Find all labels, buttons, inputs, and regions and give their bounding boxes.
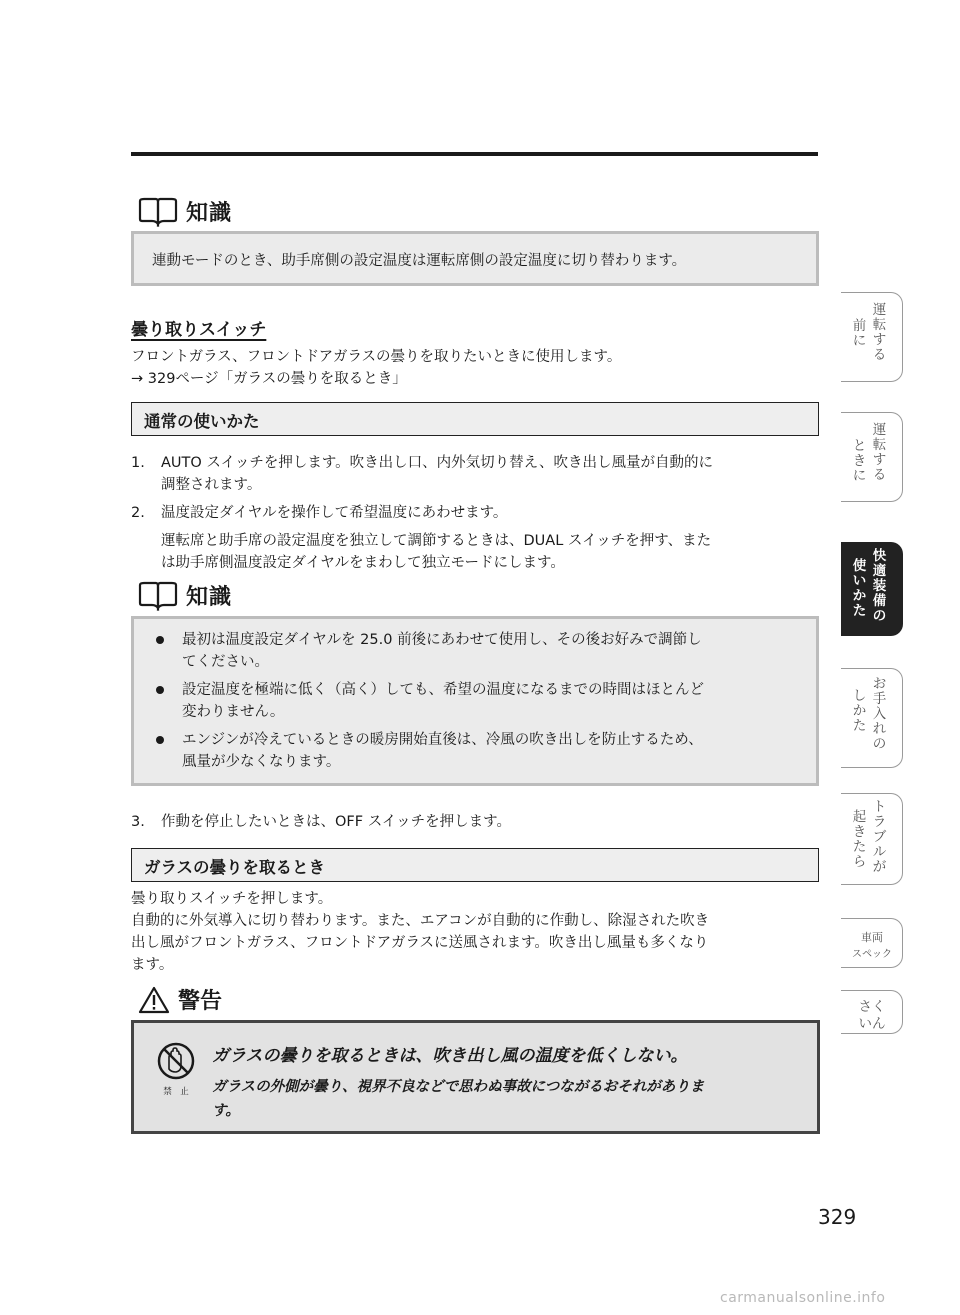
- tab-when-driving[interactable]: [841, 412, 903, 502]
- bullet-text: 風量が少なくなります。: [182, 754, 341, 770]
- step-list: [131, 452, 821, 574]
- tab-before-driving[interactable]: [841, 292, 903, 382]
- prohibition-hand-icon: [156, 1041, 196, 1081]
- knowledge-text: 連動モードのとき、助手席側の設定温度は運転席側の設定温度に切り替わります。: [152, 253, 687, 269]
- tab-label: 車両: [861, 931, 883, 944]
- tab-label: 起きたら: [852, 809, 867, 870]
- tab-label: 快適装備の: [872, 548, 887, 624]
- bullet-text: 変わりません。: [182, 704, 285, 720]
- tab-vehicle-specs[interactable]: [841, 918, 903, 968]
- knowledge-header: [136, 580, 232, 611]
- step-number: 2.: [131, 505, 145, 521]
- step-number: 1.: [131, 455, 145, 471]
- step-1: [131, 452, 821, 496]
- step-number: 3.: [131, 814, 145, 830]
- warning-headline: ガラスの曇りを取るときは、吹き出し風の温度を低くしない。: [212, 1046, 688, 1066]
- tab-label: お手入れの: [872, 676, 887, 752]
- step-2: [131, 502, 821, 574]
- knowledge-box: [131, 616, 819, 786]
- tab-comfort-features[interactable]: [841, 542, 903, 636]
- step-text: AUTO スイッチを押します。吹き出し口、内外気切り替え、吹き出し風量が自動的に: [161, 455, 714, 471]
- bullet-dot: [156, 736, 164, 744]
- glass-defog-body: [131, 888, 821, 976]
- bullet-dot: [156, 686, 164, 694]
- warning-box: [131, 1020, 820, 1134]
- bullet-text: 最初は温度設定ダイヤルを 25.0 前後にあわせて使用し、その後お好みで調節し: [182, 632, 702, 648]
- tab-label: 運転する: [872, 422, 887, 483]
- warning-title: 警告: [178, 989, 223, 1014]
- tab-label: さく: [858, 999, 886, 1015]
- bullet-item: [152, 629, 802, 673]
- tab-label: ときに: [852, 438, 867, 484]
- defog-switch-desc: フロントガラス、フロントドアガラスの曇りを取りたいときに使用します。: [131, 349, 622, 365]
- page-number: 329: [818, 1205, 857, 1229]
- warning-header: [138, 984, 222, 1015]
- page-reference-link[interactable]: → 329ページ「ガラスの曇りを取るとき」: [131, 371, 407, 387]
- step-text: は助手席側温度設定ダイヤルをまわして独立モードにします。: [161, 555, 565, 571]
- knowledge-title: 知識: [186, 585, 233, 610]
- knowledge-box: [131, 231, 819, 286]
- paragraph-line: 曇り取りスイッチを押します。: [131, 891, 333, 907]
- knowledge-title: 知識: [186, 201, 233, 226]
- warning-triangle-icon: [138, 986, 170, 1014]
- top-rule: [131, 152, 818, 156]
- warning-detail-line: ガラスの外側が曇り、視界不良などで思わぬ事故につながるおそれがありま: [212, 1079, 705, 1095]
- defog-switch-heading: 曇り取りスイッチ: [131, 320, 267, 340]
- step-text: 運転席と助手席の設定温度を独立して調節するときは、DUAL スイッチを押す、また: [161, 533, 712, 549]
- warning-detail-line: す。: [212, 1103, 240, 1119]
- bullet-text: てください。: [182, 654, 269, 670]
- bullet-item: [152, 679, 802, 723]
- bullet-text: エンジンが冷えているときの暖房開始直後は、冷風の吹き出しを防止するため、: [182, 732, 703, 748]
- tab-label: 運転する: [872, 302, 887, 363]
- step-text: 温度設定ダイヤルを操作して希望温度にあわせます。: [161, 505, 508, 521]
- tab-label: しかた: [852, 688, 867, 734]
- knowledge-header: [136, 196, 232, 227]
- bullet-dot: [156, 636, 164, 644]
- prohibition-label: 禁 止: [163, 1087, 189, 1097]
- open-book-icon: [136, 197, 180, 227]
- tab-label: スペック: [852, 949, 892, 960]
- tab-label: 前に: [852, 318, 867, 349]
- paragraph-line: 自動的に外気導入に切り替わります。また、エアコンが自動的に作動し、除湿された吹き: [131, 913, 710, 929]
- bullet-text: 設定温度を極端に低く（高く）しても、希望の温度になるまでの時間はほとんど: [182, 682, 704, 698]
- watermark: carmanualsonline.info: [720, 1290, 886, 1306]
- tab-label: トラブルが: [872, 799, 887, 875]
- glass-defog-heading: ガラスの曇りを取るとき: [131, 848, 819, 882]
- paragraph-line: ます。: [131, 957, 174, 973]
- tab-label: 使いかた: [852, 558, 867, 619]
- step-text: 作動を停止したいときは、OFF スイッチを押します。: [161, 814, 511, 830]
- tab-troubleshooting[interactable]: [841, 793, 903, 885]
- paragraph-line: 出し風がフロントガラス、フロントドアガラスに送風されます。吹き出し風量も多くなり: [131, 935, 709, 951]
- tab-maintenance[interactable]: [841, 668, 903, 768]
- warning-detail: [212, 1075, 812, 1123]
- open-book-icon: [136, 581, 180, 611]
- tab-label: いん: [858, 1016, 886, 1032]
- step-text: 調整されます。: [161, 477, 262, 493]
- step-3: [131, 811, 851, 833]
- tab-index[interactable]: [841, 990, 903, 1034]
- normal-use-heading: 通常の使いかた: [131, 402, 819, 436]
- bullet-item: [152, 729, 802, 773]
